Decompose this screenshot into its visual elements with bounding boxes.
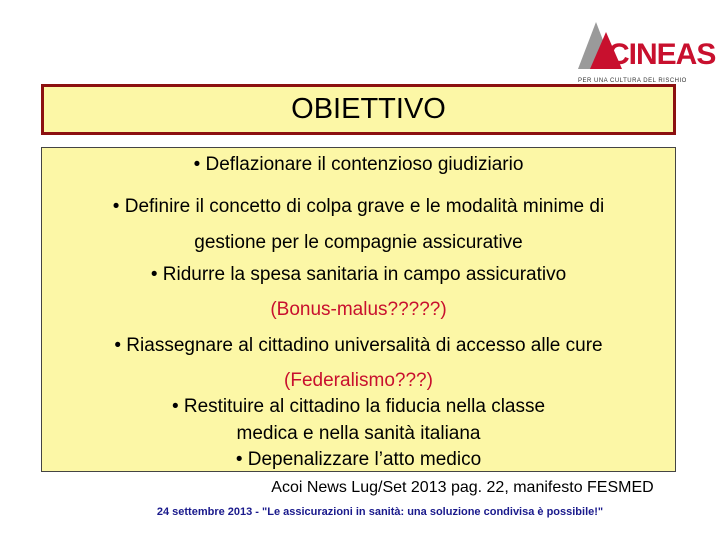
bullet-line: • Definire il concetto di colpa grave e le modalità minime di — [112, 196, 605, 217]
bullet-note: (Federalismo???) — [284, 370, 433, 391]
bullet-note: (Bonus-malus?????) — [270, 299, 447, 320]
content-box — [41, 147, 676, 472]
bullet-continuation: gestione per le compagnie assicurative — [194, 232, 523, 253]
logo-word: CINEAS — [608, 38, 716, 71]
title-box — [41, 84, 676, 135]
bullet-line: • Riassegnare al cittadino universalità di accesso alle cure — [114, 335, 603, 356]
bullet-line: • Depenalizzare l’atto medico — [235, 449, 482, 470]
bullet-line: • Deflazionare il contenzioso giudiziario — [193, 154, 524, 175]
bullet-continuation: medica e nella sanità italiana — [236, 423, 481, 444]
source-citation: Acoi News Lug/Set 2013 pag. 22, manifesto FESMED — [271, 479, 654, 496]
bullet-line: • Ridurre la spesa sanitaria in campo assicurativo — [150, 264, 567, 285]
logo-tagline: PER UNA CULTURA DEL RISCHIO — [578, 78, 687, 84]
slide-title: OBIETTIVO — [291, 93, 446, 125]
bullet-line: • Restituire al cittadino la fiducia nella classe — [171, 396, 546, 417]
footer-text: 24 settembre 2013 - "Le assicurazioni in sanità: una soluzione condivisa è possibile!" — [156, 506, 604, 518]
cineas-logo — [576, 14, 716, 84]
